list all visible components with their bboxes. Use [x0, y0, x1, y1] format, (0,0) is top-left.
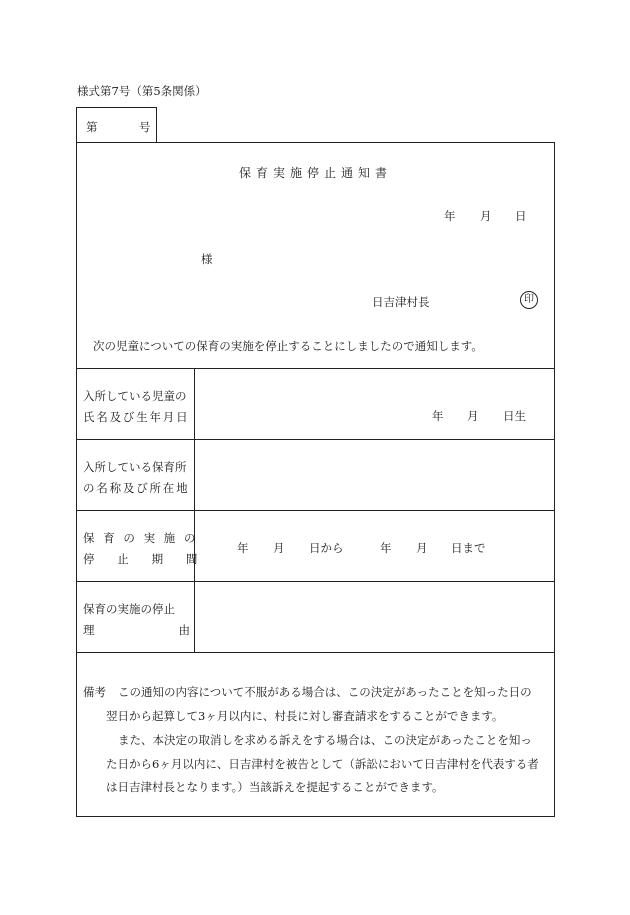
notes-line: た日から6ヶ月以内に、日吉津村を被告として（訴訟において日吉津村を代表する者: [106, 757, 539, 771]
period-label-line2: 停止期間: [83, 552, 221, 566]
date-day-label: 日: [515, 209, 527, 223]
birth-month-label: 月: [467, 409, 479, 423]
child-label-line2: 氏名及び生年月日: [83, 410, 190, 424]
notes-line: この通知の内容について不服がある場合は、この決定があったことを知った日の: [118, 685, 532, 699]
notice-intro-text: 次の児童についての保育の実施を停止することにしましたので通知します。: [93, 339, 483, 353]
birth-day-label: 日生: [503, 409, 526, 423]
birth-year-label: 年: [432, 409, 444, 423]
row-divider: [76, 510, 555, 511]
row-divider: [76, 439, 555, 440]
reason-label-line2: 理由: [83, 623, 274, 637]
period-label-line1: 保育の実施の: [83, 531, 205, 545]
child-label-line1: 入所している児童の: [83, 389, 187, 403]
row-divider: [76, 581, 555, 582]
row-divider: [76, 652, 555, 653]
notes-line: は日吉津村長となります。）当該訴えを提起することができます。: [106, 780, 444, 794]
issuer-name: 日吉津村長: [372, 295, 430, 309]
seal-mark: 印: [520, 291, 538, 309]
nursery-label-line1: 入所している保育所: [83, 460, 187, 474]
form-number-label: 様式第7号（第5条関係）: [77, 84, 207, 98]
column-divider: [194, 368, 195, 652]
from-day-label: 日から: [309, 541, 344, 555]
section-divider: [76, 368, 555, 369]
number-suffix: 号: [139, 120, 151, 134]
from-year-label: 年: [237, 541, 249, 555]
to-day-label: 日まで: [451, 541, 486, 555]
reason-label-line1: 保育の実施の停止: [83, 602, 175, 616]
notes-line: また、本決定の取消しを求める訴えをする場合は、この決定があったことを知っ: [118, 733, 532, 747]
date-month-label: 月: [480, 209, 492, 223]
document-title: 保育実施停止通知書: [239, 166, 393, 180]
from-month-label: 月: [273, 541, 285, 555]
addressee-honorific: 様: [201, 252, 213, 266]
number-prefix: 第: [86, 120, 98, 134]
document-number-box: [76, 107, 157, 142]
date-year-label: 年: [444, 209, 456, 223]
to-year-label: 年: [380, 541, 392, 555]
to-month-label: 月: [416, 541, 428, 555]
notes-heading: 備考: [83, 685, 106, 699]
notes-line: 翌日から起算して3ヶ月以内に、村長に対し審査請求をすることができます。: [106, 709, 504, 723]
nursery-label-line2: の名称及び所在地: [83, 481, 190, 495]
